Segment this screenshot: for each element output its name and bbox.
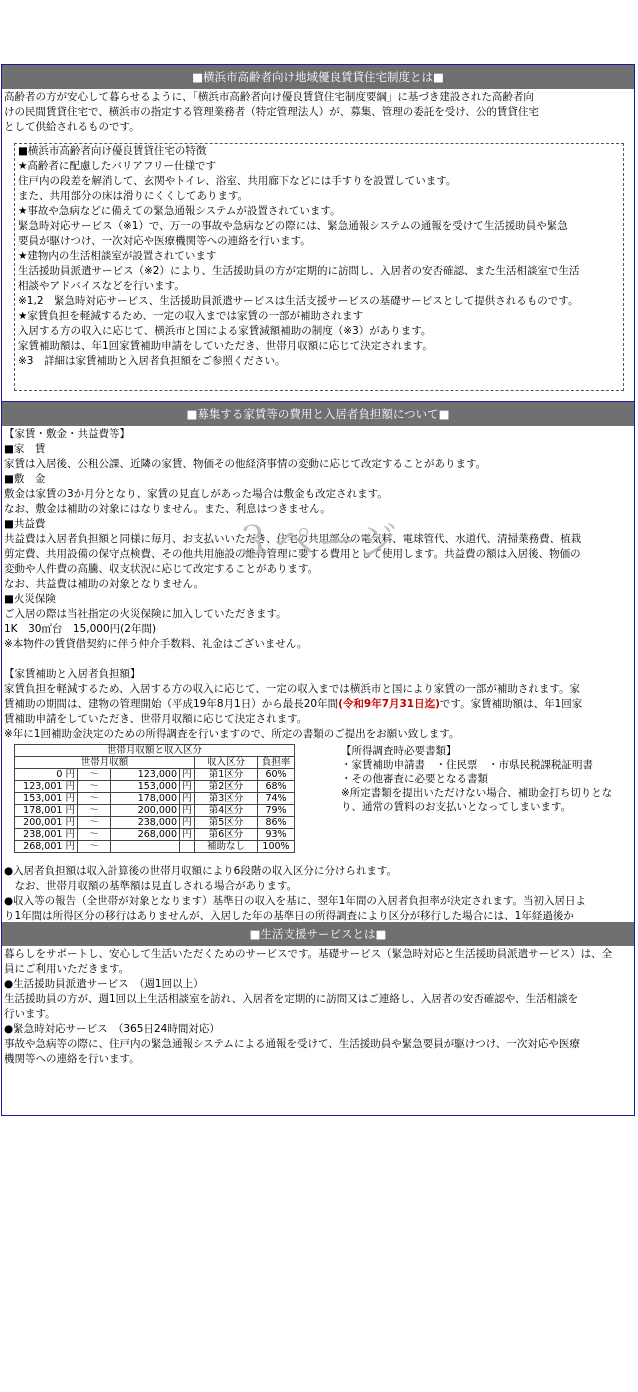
- text-line: ★家賃負担を軽減するため、一定の収入までは家賃の一部が補助されます: [18, 310, 363, 322]
- section-header: ■横浜市高齢者向け地域優良賃貸住宅制度とは■: [2, 65, 634, 90]
- text-line: なお、共益費は補助の対象となりません。: [4, 578, 205, 590]
- text-line: ●入居者負担額は収入計算後の世帯月収額により6段階の収入区分に分けられます。: [4, 865, 398, 877]
- cell-yen: 円: [180, 793, 195, 805]
- cell-class: 第1区分: [195, 769, 258, 781]
- table-header-rate: 負担率: [258, 757, 295, 769]
- text-line: 入居する方の収入に応じて、横浜市と国による家賃減額補助の制度（※3）があります。: [18, 325, 432, 337]
- cell-from: 268,001 円: [15, 841, 78, 853]
- section-living-support: [2, 922, 634, 1067]
- table-header-class: 収入区分: [195, 757, 258, 769]
- text-line: 相談やアドバイスなどを行います。: [18, 280, 185, 292]
- cell-to: [111, 841, 180, 853]
- text-line: 【所得調査時必要書類】: [341, 745, 457, 757]
- content-frame: [1, 64, 635, 1116]
- features-box: [14, 143, 624, 391]
- cell-class: 第5区分: [195, 817, 258, 829]
- cell-from: 153,001 円: [15, 793, 78, 805]
- table-header-income: 世帯月収額: [15, 757, 195, 769]
- text-line: 高齢者の方が安心して暮らせるように、「横浜市高齢者向け優良賃貸住宅制度要綱」に基づき建設された高齢者向: [4, 91, 534, 103]
- table-row: [15, 829, 295, 841]
- text-line: けの民間賃貸住宅で、横浜市の指定する管理業務者（特定管理法人）が、募集、管理の委託を受け、公的賃貸住宅: [4, 106, 539, 118]
- table-row: [15, 769, 295, 781]
- intro-text: [2, 90, 634, 135]
- cell-to: 178,000: [111, 793, 180, 805]
- cell-rate: 93%: [258, 829, 295, 841]
- text-line: なお、敷金は補助の対象にはなりません。また、利息はつきません。: [4, 503, 331, 515]
- text-line: り、通常の賃料のお支払いとなってしまいます。: [341, 801, 572, 813]
- text-line: 1K 30㎡台 15,000円(2年間): [4, 623, 157, 635]
- text-line: ※1,2 緊急時対応サービス、生活援助員派遣サービスは生活支援サービスの基礎サービスとして提供されるものです。: [18, 295, 579, 307]
- text-line: ■敷 金: [4, 473, 46, 485]
- cell-tilde: ～: [78, 805, 111, 817]
- text-line: 家賃負担を軽減するため、入居する方の収入に応じて、一定の収入までは横浜市と国により家賃の一部が補助されます。家: [4, 683, 581, 695]
- text-line: ■家 賃: [4, 443, 46, 455]
- cell-rate: 68%: [258, 781, 295, 793]
- page-watermark: ３ページ: [232, 519, 400, 565]
- text-line: 員にご利用いただきます。: [4, 963, 130, 975]
- cell-rate: 74%: [258, 793, 295, 805]
- text-line: 家賃補助額は、年1回家賃補助申請をしていただき、世帯月収額に応じて決定されます。: [18, 340, 433, 352]
- text-span: です。家賃補助額は、年1回家: [439, 698, 583, 710]
- cell-from: 200,001 円: [15, 817, 78, 829]
- required-documents: [341, 744, 633, 814]
- cell-class: 第4区分: [195, 805, 258, 817]
- cell-rate: 79%: [258, 805, 295, 817]
- table-row: [15, 781, 295, 793]
- text-line: ★高齢者に配慮したバリアフリー仕様です: [18, 160, 216, 172]
- cell-from: 238,001 円: [15, 829, 78, 841]
- cell-yen: [180, 841, 195, 853]
- text-line: ご入居の際は当社指定の火災保険に加入していただきます。: [4, 608, 287, 620]
- cell-yen: 円: [180, 781, 195, 793]
- text-line: また、共用部分の床は滑りにくくしてあります。: [18, 190, 249, 202]
- cell-class: 第2区分: [195, 781, 258, 793]
- subsidy-end-date: (令和9年7月31日迄): [338, 698, 440, 710]
- cell-yen: 円: [180, 817, 195, 829]
- cell-rate: 60%: [258, 769, 295, 781]
- text-line: 家賃は入居後、公租公課、近隣の家賃、物価その他経済事情の変動に応じて改定することがあります。: [4, 458, 487, 470]
- text-line: 暮らしをサポートし、安心して生活いただくためのサービスです。基礎サービス（緊急時対応と生活援助員派遣サービス）は、全: [4, 948, 613, 960]
- text-line: として供給されるものです。: [4, 121, 140, 133]
- cell-rate: 86%: [258, 817, 295, 829]
- cell-to: 153,000: [111, 781, 180, 793]
- section-fees: [2, 402, 634, 922]
- text-line: ●収入等の報告（全世帯が対象となります）基準日の収入を基に、翌年1年間の入居者負担率が決定されます。当初入居日よ: [4, 895, 586, 907]
- cell-from: 123,001 円: [15, 781, 78, 793]
- section-header: ■募集する家賃等の費用と入居者負担額について■: [2, 402, 634, 427]
- text-line: 【家賃・敷金・共益費等】: [4, 428, 130, 440]
- table-row: [15, 817, 295, 829]
- text-line: 変動や人件費の高騰、収支状況に応じて改定することがあります。: [4, 563, 319, 575]
- text-line: 賃補助申請をしていただき、世帯月収額に応じて決定されます。: [4, 713, 308, 725]
- section-system-overview: [2, 65, 634, 402]
- section-header: ■生活支援サービスとは■: [2, 922, 634, 947]
- text-line: [4, 697, 632, 712]
- text-line: ・家賃補助申請書 ・住民票 ・市県民税課税証明書: [341, 759, 593, 771]
- cell-yen: 円: [180, 769, 195, 781]
- text-line: 生活援助員の方が、週1回以上生活相談室を訪れ、入居者を定期的に訪問又はご連絡し、入居者の安否確認や、生活相談を: [4, 993, 579, 1005]
- cell-from: 0 円: [15, 769, 78, 781]
- cell-tilde: ～: [78, 769, 111, 781]
- cell-to: 268,000: [111, 829, 180, 841]
- text-line: 共益費は入居者負担額と同様に毎月、お支払いいただき、住宅の共用部分の電気料、電球管代、水道代、清掃業務費、植栽: [4, 533, 582, 545]
- text-line: 生活援助員派遣サービス（※2）により、生活援助員の方が定期的に訪問し、入居者の安否確認、また生活相談室で生活: [18, 265, 580, 277]
- text-line: ●生活援助員派遣サービス （週1回以上）: [4, 978, 204, 990]
- text-line: 緊急時対応サービス（※1）で、万一の事故や急病などの際には、緊急通報システムの通報を受けて生活援助員や緊急: [18, 220, 568, 232]
- text-line: 【家賃補助と入居者負担額】: [4, 668, 141, 680]
- text-line: ●緊急時対応サービス （365日24時間対応）: [4, 1023, 220, 1035]
- text-line: ※3 詳細は家賃補助と入居者負担額をご参照ください。: [18, 355, 286, 367]
- text-line: 要員が駆けつけ、一次対応や医療機関等への連絡を行います。: [18, 235, 311, 247]
- cell-from: 178,001 円: [15, 805, 78, 817]
- text-line: ※所定書類を提出いただけない場合、補助金打ち切りとな: [341, 787, 613, 799]
- cell-yen: 円: [180, 805, 195, 817]
- cell-tilde: ～: [78, 829, 111, 841]
- table-row: [15, 793, 295, 805]
- text-line: ■共益費: [4, 518, 46, 530]
- income-class-table: [14, 744, 295, 853]
- text-line: 行います。: [4, 1008, 56, 1020]
- table-row: [15, 805, 295, 817]
- cell-class: 第6区分: [195, 829, 258, 841]
- text-line: ※本物件の賃貸借契約に伴う仲介手数料、礼金はございません。: [4, 638, 308, 650]
- cell-tilde: ～: [78, 841, 111, 853]
- cell-to: 200,000: [111, 805, 180, 817]
- cell-class: 第3区分: [195, 793, 258, 805]
- cell-tilde: ～: [78, 793, 111, 805]
- text-line: 剪定費、共用設備の保守点検費、その他共用施設の維持管理に要する費用として使用します。共益費の額は入居後、物価の: [4, 548, 581, 560]
- text-line: ★事故や急病などに備えての緊急通報システムが設置されています。: [18, 205, 341, 217]
- text-line: ■火災保険: [4, 593, 56, 605]
- text-line: ★建物内の生活相談室が設置されています: [18, 250, 217, 262]
- text-line: 敷金は家賃の3か月分となり、家賃の見直しがあった場合は敷金も改定されます。: [4, 488, 388, 500]
- cell-class: 補助なし: [195, 841, 258, 853]
- text-line: ※年に1回補助金決定のための所得調査を行いますので、所定の書類のご提出をお願い致します。: [4, 728, 460, 740]
- cell-to: 238,000: [111, 817, 180, 829]
- text-line: 住戸内の段差を解消して、玄関やトイレ、浴室、共用廊下などには手すりを設置しています。: [18, 175, 457, 187]
- support-text: [2, 947, 634, 1067]
- text-line: 事故や急病等の際に、住戸内の緊急通報システムによる通報を受けて、生活援助員や緊急要員が駆けつけ、一次対応や医療: [4, 1038, 580, 1050]
- text-line: 機関等への連絡を行います。: [4, 1053, 140, 1065]
- income-table-area: [2, 744, 634, 864]
- cell-rate: 100%: [258, 841, 295, 853]
- text-span: 賃補助の期間は、建物の管理開始（平成19年8月1日）から最長20年間: [4, 698, 339, 710]
- cell-tilde: ～: [78, 781, 111, 793]
- cell-to: 123,000: [111, 769, 180, 781]
- table-row: [15, 841, 295, 853]
- cell-tilde: ～: [78, 817, 111, 829]
- text-line: り1年間は所得区分の移行はありませんが、入居した年の基準日の所得調査により区分が移行した場合には、1年経過後か: [4, 910, 574, 922]
- text-line: ■横浜市高齢者向け優良賃貸住宅の特徴: [18, 145, 207, 157]
- subsidy-text: [2, 667, 634, 742]
- table-title: 世帯月収額と収入区分: [15, 745, 295, 757]
- cell-yen: 円: [180, 829, 195, 841]
- text-line: ・その他審査に必要となる書類: [341, 773, 488, 785]
- text-line: なお、世帯月収額の基準額は見直しされる場合があります。: [4, 880, 298, 892]
